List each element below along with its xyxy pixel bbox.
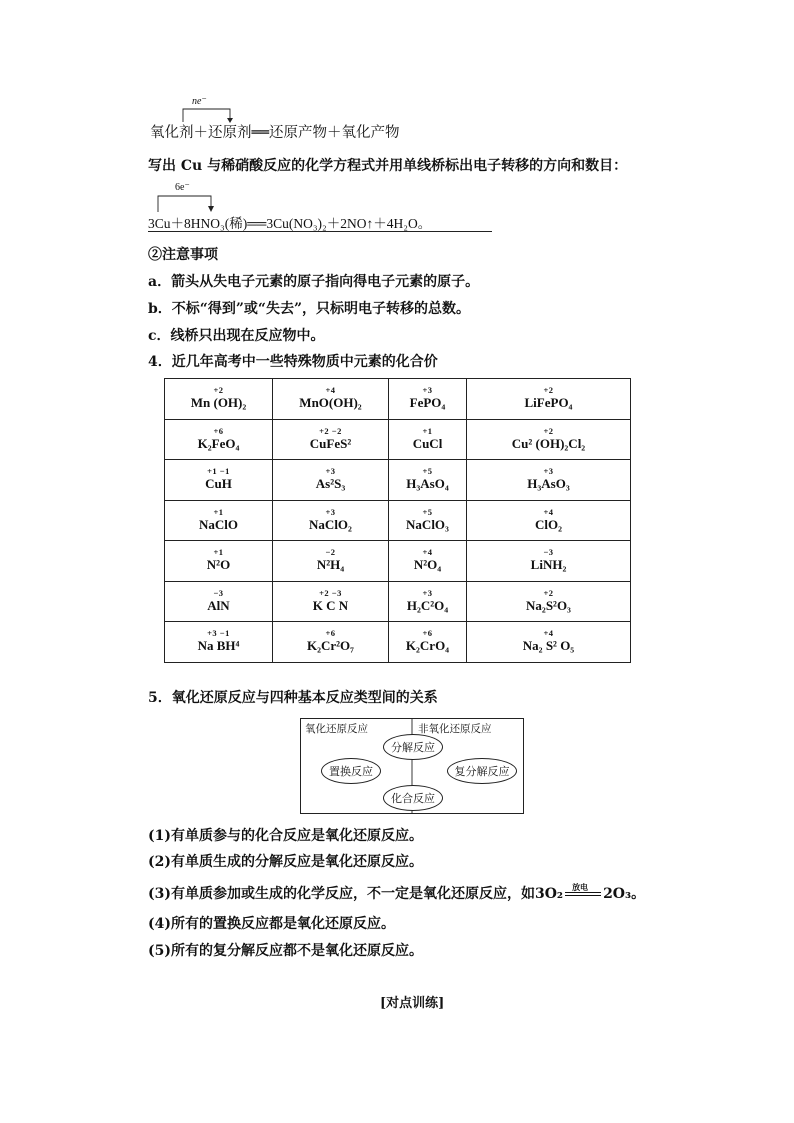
section5-heading: 5．氧化还原反应与四种基本反应类型间的关系 — [148, 690, 438, 706]
section4-heading: 4．近几年高考中一些特殊物质中元素的化合价 — [148, 354, 438, 370]
oxidation-state: −3 — [543, 547, 554, 558]
label-nonredox: 非氧化还原反应 — [418, 723, 492, 735]
electron-transfer-scheme — [150, 96, 430, 146]
table-cell — [165, 541, 273, 582]
oxidation-state: +4 — [422, 547, 433, 558]
oxidation-state: +2 — [543, 587, 554, 598]
formula: CuH — [205, 476, 232, 492]
formula: N²O — [206, 557, 231, 573]
oxidation-state: +3 — [422, 385, 433, 396]
point-1: (1)有单质参与的化合反应是氧化还原反应。 — [148, 828, 423, 844]
notes-heading: ②注意事项 — [148, 247, 218, 263]
table-cell — [165, 460, 273, 501]
note-item: c．线桥只出现在反应物中。 — [148, 328, 325, 344]
oxidation-state: +2 — [543, 425, 554, 436]
oxidation-state: +4 — [543, 628, 554, 639]
formula: NaClO₂ — [309, 516, 352, 532]
table-row — [165, 622, 631, 663]
table-row — [165, 500, 631, 541]
oval-combination: 化合反应 — [383, 785, 443, 811]
formula: LiNH₂ — [530, 557, 567, 573]
reaction-condition — [565, 882, 601, 901]
oxidation-state: +3 — [543, 466, 554, 477]
table-cell — [467, 460, 631, 501]
formula: Na BH⁴ — [197, 638, 240, 654]
valence-table — [164, 378, 631, 663]
oxidation-state: −3 — [213, 587, 224, 598]
cu-equation — [148, 212, 431, 232]
cu-equation-block — [148, 182, 508, 232]
oxidation-state: +2 — [213, 385, 224, 396]
formula: FePO₄ — [409, 395, 446, 411]
table-cell — [389, 581, 467, 622]
table-row — [165, 541, 631, 582]
oxidation-state: +6 — [213, 425, 224, 436]
point-3-text: (3)有单质参加或生成的化学反应，不一定是氧化还原反应，如3O₂ — [148, 886, 564, 902]
table-cell — [467, 622, 631, 663]
oxidation-state: +4 — [543, 506, 554, 517]
reaction-type-diagram — [300, 718, 524, 814]
equation-text: 3Cu＋8HNO₃(稀)══3Cu(NO₃)₂＋2NO↑＋4H₂O — [148, 216, 418, 231]
formula: MnO(OH)₂ — [299, 395, 362, 411]
table-row — [165, 460, 631, 501]
oxidation-state: +1 — [213, 547, 224, 558]
transfer-label: 6e⁻ — [175, 182, 190, 193]
table-cell — [273, 581, 389, 622]
formula: N²H₄ — [316, 557, 345, 573]
oxidation-state: +3 — [325, 466, 336, 477]
oxidation-state: +3 — [325, 506, 336, 517]
single-bridge-arrow — [148, 182, 268, 216]
footer-label: [对点训练] — [380, 996, 445, 1011]
oxidation-state: +2 −2 — [319, 425, 342, 436]
note-item: b．不标“得到”或“失去”，只标明电子转移的总数。 — [148, 301, 470, 317]
formula: H₃AsO₃ — [527, 476, 570, 492]
table-cell — [389, 460, 467, 501]
formula: K C N — [312, 597, 349, 613]
oxidation-state: +2 — [543, 385, 554, 396]
table-cell — [273, 419, 389, 460]
table-cell — [389, 500, 467, 541]
formula: H₂C²O₄ — [406, 597, 449, 613]
table-cell — [165, 379, 273, 420]
point-3 — [148, 884, 645, 904]
oxidation-state: +5 — [422, 466, 433, 477]
oval-metathesis: 复分解反应 — [447, 758, 517, 784]
label-redox: 氧化还原反应 — [305, 723, 368, 735]
formula: Na₂ S² O₅ — [522, 638, 575, 654]
formula: Na₂S²O₃ — [526, 597, 571, 613]
oxidation-state: +6 — [422, 628, 433, 639]
underline — [148, 231, 492, 232]
table-cell — [273, 622, 389, 663]
formula: AlN — [207, 597, 230, 613]
single-bridge-arrow — [150, 96, 270, 126]
formula: NaClO₃ — [406, 516, 449, 532]
equation-end: 。 — [417, 216, 432, 231]
table-cell — [467, 581, 631, 622]
formula: NaClO — [199, 516, 238, 532]
formula: Cu² (OH)₂Cl₂ — [511, 435, 586, 451]
formula: Mn (OH)₂ — [190, 395, 247, 411]
table-cell — [389, 379, 467, 420]
table-cell — [165, 581, 273, 622]
oxidation-state: +4 — [325, 385, 336, 396]
oxidation-state: +3 −1 — [207, 628, 230, 639]
table-cell — [389, 419, 467, 460]
formula: K₂FeO₄ — [197, 435, 240, 451]
table-cell — [273, 500, 389, 541]
oxidation-state: +3 — [422, 587, 433, 598]
oxidation-state: +5 — [422, 506, 433, 517]
point-5: (5)所有的复分解反应都不是氧化还原反应。 — [148, 943, 423, 959]
oxidation-state: +1 — [422, 425, 433, 436]
double-line — [565, 892, 601, 896]
table-cell — [273, 541, 389, 582]
table-cell — [467, 500, 631, 541]
table-row — [165, 419, 631, 460]
table-cell — [389, 541, 467, 582]
oxidation-state: +2 −3 — [319, 587, 342, 598]
formula: CuCl — [412, 435, 443, 451]
condition-label: 放电 — [572, 882, 589, 892]
table-row — [165, 581, 631, 622]
formula: As²S₃ — [315, 476, 346, 492]
point-2: (2)有单质生成的分解反应是氧化还原反应。 — [148, 854, 423, 870]
formula: CuFeS² — [309, 435, 352, 451]
oxidation-state: +1 — [213, 506, 224, 517]
table-cell — [165, 500, 273, 541]
formula: N²O₄ — [413, 557, 442, 573]
table-cell — [467, 419, 631, 460]
table-cell — [273, 460, 389, 501]
table-cell — [467, 379, 631, 420]
point-3-product: 2O₃。 — [603, 886, 646, 902]
formula: H₃AsO₄ — [406, 476, 449, 492]
formula: K₂Cr²O₇ — [306, 638, 355, 654]
table-cell — [165, 419, 273, 460]
oval-decomposition: 分解反应 — [383, 734, 443, 760]
note-item: a．箭头从失电子元素的原子指向得电子元素的原子。 — [148, 274, 480, 290]
scheme-equation: 氧化剂＋还原剂══还原产物＋氧化产物 — [150, 125, 400, 141]
table-row — [165, 379, 631, 420]
transfer-label: ne⁻ — [192, 96, 207, 107]
task-line: 写出 Cu 与稀硝酸反应的化学方程式并用单线桥标出电子转移的方向和数目： — [148, 158, 628, 174]
point-4: (4)所有的置换反应都是氧化还原反应。 — [148, 916, 395, 932]
oxidation-state: +1 −1 — [207, 466, 230, 477]
formula: LiFePO₄ — [524, 395, 573, 411]
oval-replacement: 置换反应 — [321, 758, 381, 784]
table-cell — [165, 622, 273, 663]
oxidation-state: +6 — [325, 628, 336, 639]
oxidation-state: −2 — [325, 547, 336, 558]
formula: ClO₂ — [534, 516, 562, 532]
table-cell — [389, 622, 467, 663]
formula: K₂CrO₄ — [405, 638, 450, 654]
table-cell — [467, 541, 631, 582]
table-cell — [273, 379, 389, 420]
